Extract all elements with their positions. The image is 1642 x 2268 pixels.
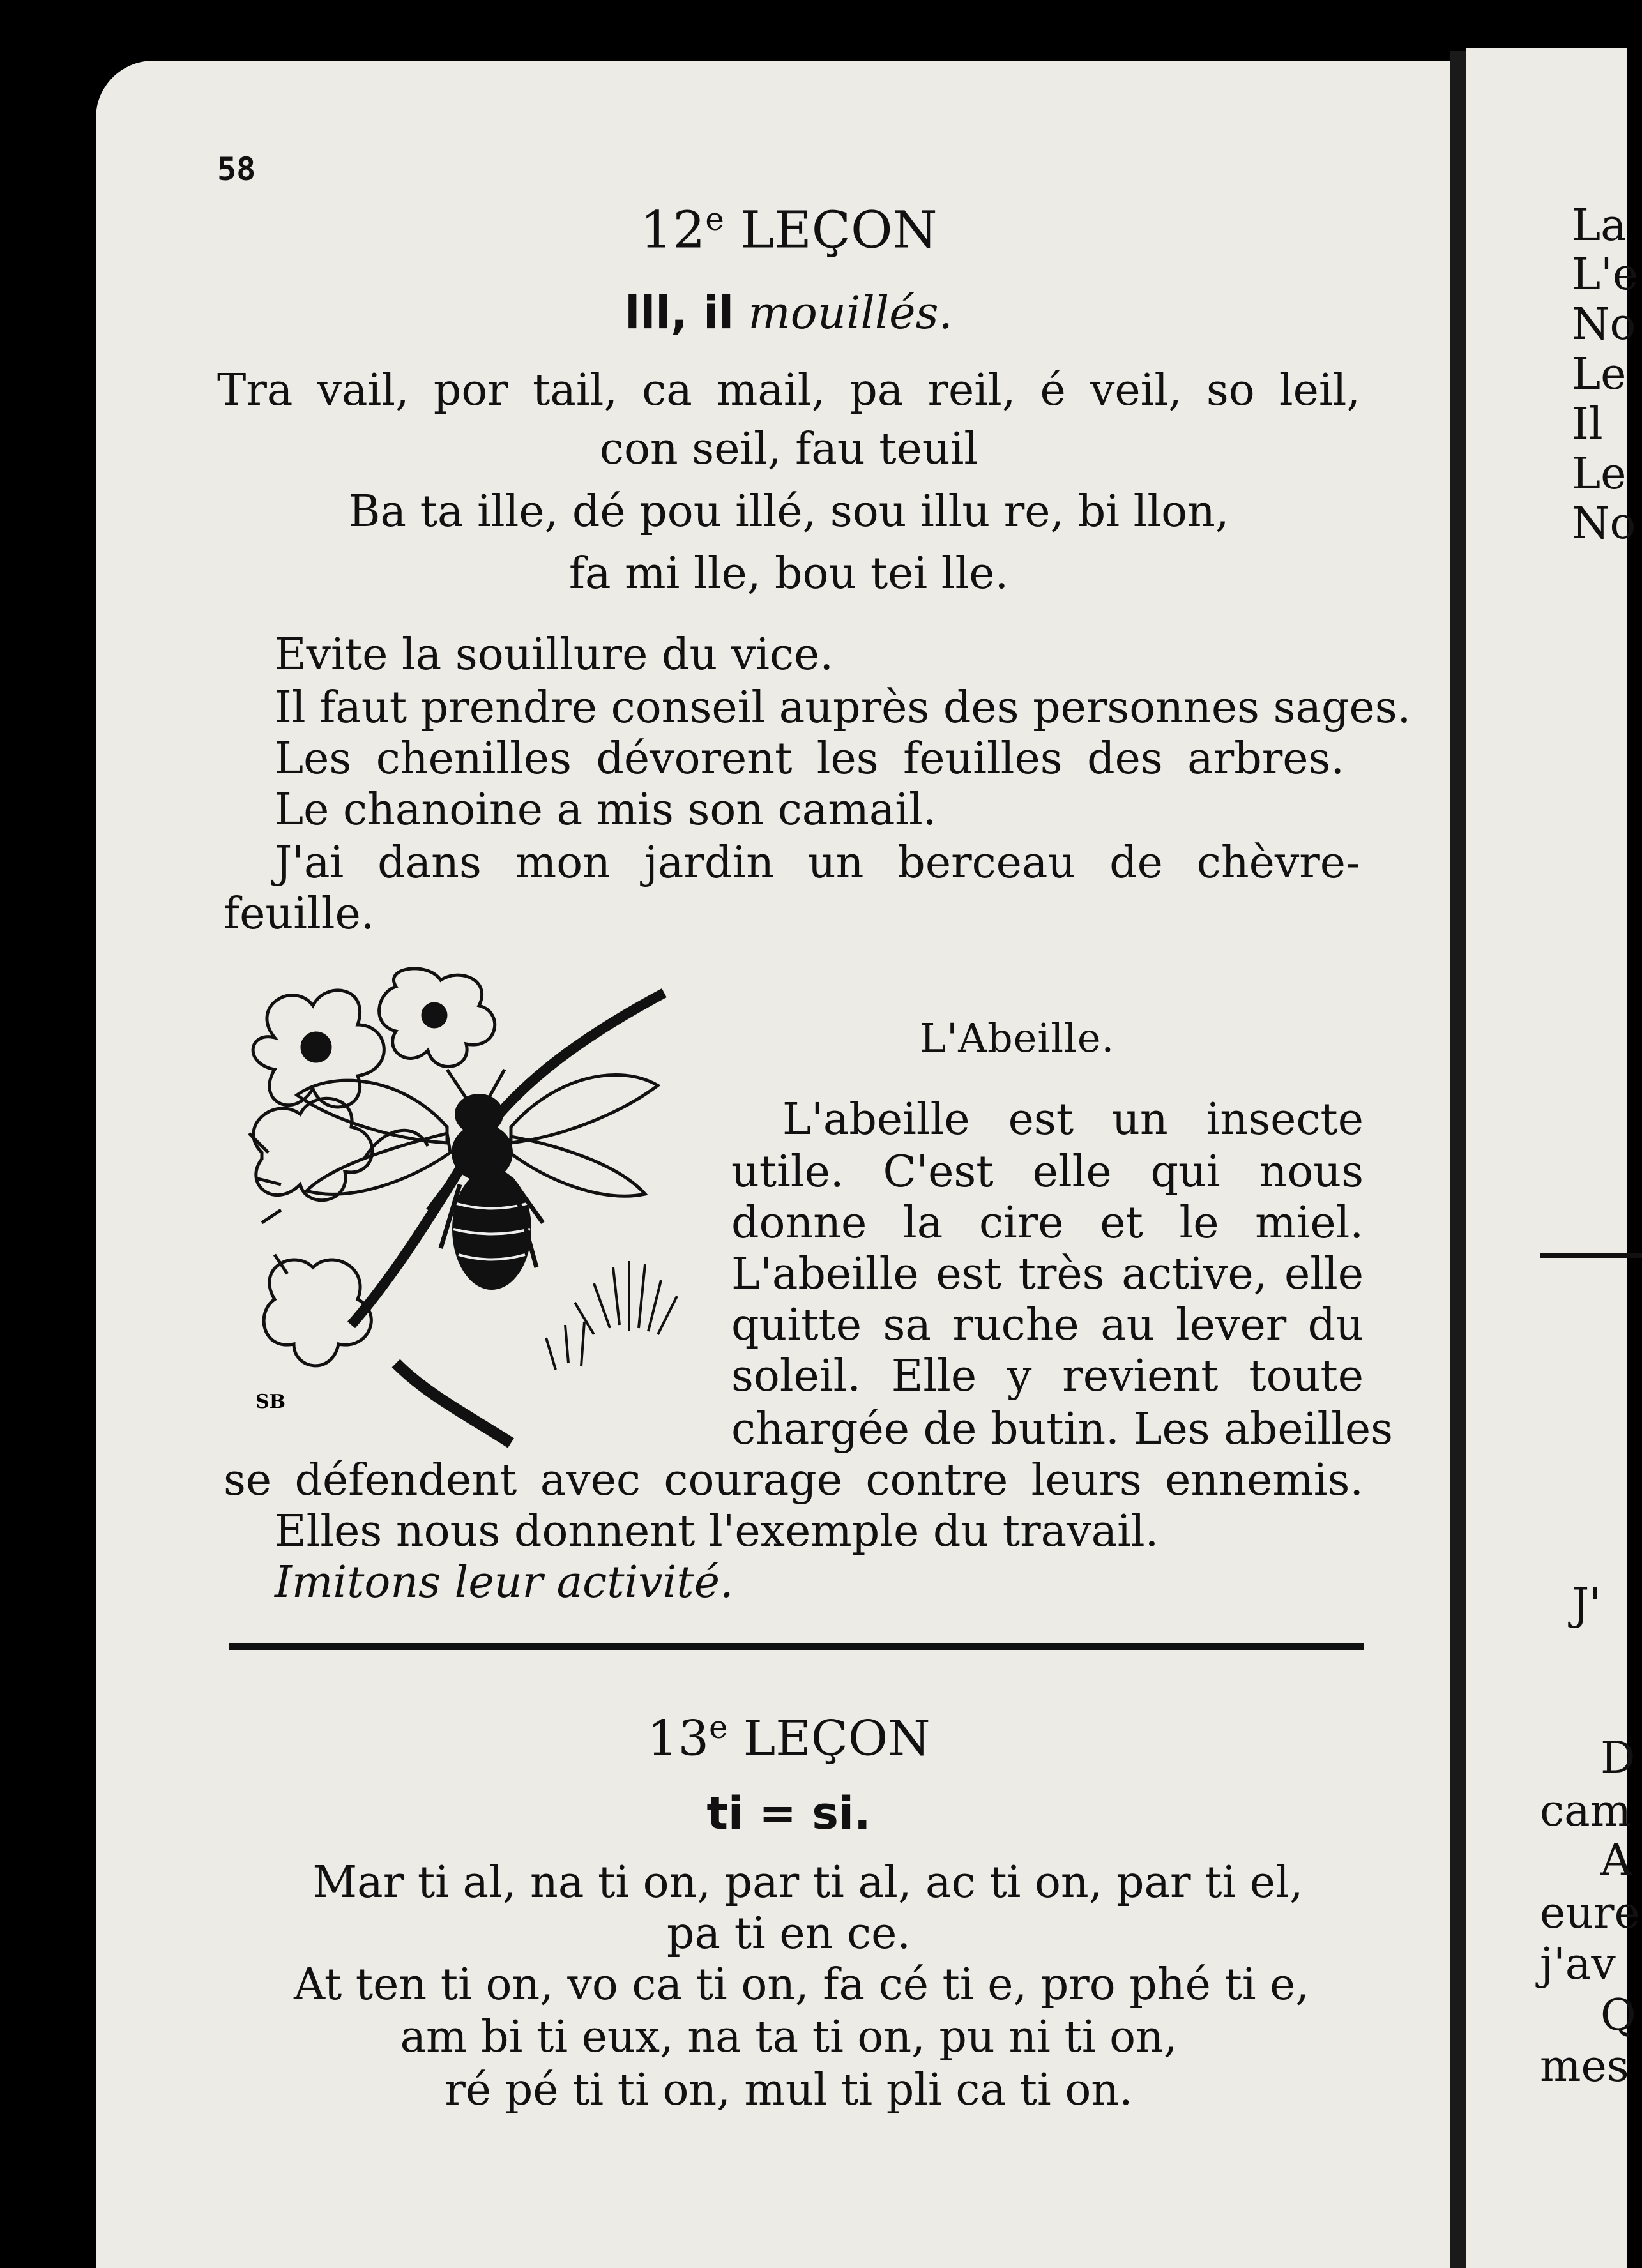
bee-engraving (236, 967, 709, 1453)
syllable-line: ré pé ti ti on, mul ti pli ca ti on. (445, 2065, 1133, 2115)
facing-page-rule (1540, 1253, 1642, 1258)
lesson-number: 12 (640, 200, 706, 260)
sentence: Il faut prendre conseil auprès des personnes sages. (275, 683, 1411, 733)
reading-moral: Imitons leur activité. (275, 1557, 734, 1608)
facing-page-fragment: eure (1540, 1888, 1640, 1939)
sentence: J'ai dans mon jardin un berceau de chèvre- (275, 838, 1360, 888)
facing-page-fragment: L'e (1572, 250, 1639, 300)
illustrator-signature: SB (255, 1391, 286, 1413)
reading-line: se défendent avec courage contre leurs ennemis. (224, 1455, 1364, 1506)
reading-title: L'Abeille. (920, 1015, 1115, 1061)
facing-page-fragment: A (1600, 1835, 1632, 1886)
facing-page-fragment: Q (1600, 1990, 1636, 2041)
reading-line: soleil. Elle y revient toute (731, 1351, 1364, 1402)
subtitle-italic: mouillés. (748, 287, 953, 339)
facing-page-fragment: j'av (1540, 1939, 1616, 1990)
flower (253, 990, 384, 1107)
facing-page-fragment: Il (1572, 399, 1603, 450)
sentence: feuille. (224, 889, 375, 939)
subtitle-letters: lll, il (625, 287, 734, 339)
section-divider (229, 1643, 1364, 1650)
lesson-label: LEÇON (743, 1709, 931, 1767)
book-binding (1450, 51, 1466, 2268)
facing-page-fragment: Le (1572, 349, 1627, 400)
reading-line: chargée de butin. Les abeilles (731, 1404, 1393, 1455)
grass-tuft (546, 1261, 677, 1370)
facing-page-fragment: cam (1540, 1786, 1632, 1836)
lesson-13-title (224, 1709, 1354, 1767)
syllable-line: Ba ta ille, dé pou illé, sou illu re, bi llon, (348, 487, 1229, 537)
sentence: Les chenilles dévorent les feuilles des arbres. (275, 734, 1344, 784)
bee-illustration (236, 967, 709, 1453)
sentence: Evite la souillure du vice. (275, 630, 833, 680)
facing-page-fragment: Le (1572, 449, 1627, 499)
lesson-12-title (224, 200, 1354, 260)
reading-line: L'abeille est un insecte (782, 1094, 1364, 1145)
syllable-line: pa ti en ce. (667, 1909, 911, 1959)
reading-line: quitte sa ruche au lever du (731, 1300, 1364, 1350)
lesson-ordinal: e (705, 200, 724, 238)
lesson-13-subtitle: ti = si. (706, 1787, 871, 1840)
syllable-line: fa mi lle, bou tei lle. (568, 548, 1009, 599)
syllable-line: am bi ti eux, na ta ti on, pu ni ti on, (400, 2012, 1178, 2062)
facing-page-fragment: mes (1540, 2041, 1629, 2092)
facing-page (1466, 48, 1640, 2268)
syllable-line: Tra vail, por tail, ca mail, pa reil, é veil, so leil, (217, 365, 1360, 416)
page-number: 58 (217, 151, 256, 188)
flower (379, 969, 495, 1067)
facing-page-fragment: No (1572, 499, 1636, 549)
lesson-ordinal: e (709, 1709, 728, 1746)
syllable-line: con seil, fau teuil (599, 424, 978, 474)
syllable-line: At ten ti on, vo ca ti on, fa cé ti e, pro phé ti e, (293, 1960, 1310, 2010)
reading-line: Elles nous donnent l'exemple du travail. (275, 1506, 1159, 1557)
facing-page-fragment: La (1572, 200, 1627, 251)
sentence: Le chanoine a mis son camail. (275, 785, 937, 835)
lesson-number: 13 (647, 1709, 710, 1767)
lesson-12-subtitle (224, 287, 1354, 339)
reading-line: donne la cire et le miel. (731, 1198, 1364, 1248)
facing-page-fragment: J' (1572, 1580, 1601, 1630)
reading-line: utile. C'est elle qui nous (731, 1147, 1364, 1197)
facing-page-fragment: D (1600, 1733, 1636, 1783)
lesson-label: LEÇON (740, 200, 938, 260)
facing-page-fragment: No (1572, 299, 1636, 350)
syllable-line: Mar ti al, na ti on, par ti al, ac ti on, par ti el, (312, 1857, 1304, 1908)
reading-line: L'abeille est très active, elle (731, 1249, 1364, 1299)
